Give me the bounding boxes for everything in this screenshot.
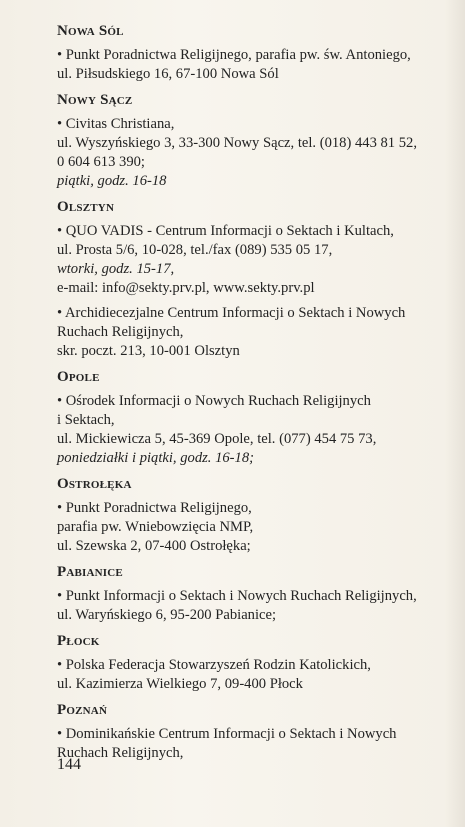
address-line: • Punkt Poradnictwa Religijnego, [57, 500, 252, 516]
city-section [57, 198, 449, 361]
address-line: • Civitas Christiana, [57, 116, 175, 132]
city-section [57, 22, 449, 84]
city-heading: Płock [57, 633, 100, 649]
city-section [57, 701, 449, 763]
city-section [57, 563, 449, 625]
city-heading: Nowa Sól [57, 23, 124, 39]
address-line: • Dominikańskie Centrum Informacji o Sektach i Nowych [57, 726, 397, 742]
city-section [57, 368, 449, 468]
city-heading: Nowy Sącz [57, 92, 133, 108]
address-line: 0 604 613 390; [57, 154, 145, 170]
address-line: • QUO VADIS - Centrum Informacji o Sektach i Kultach, [57, 223, 394, 239]
address-line: • Punkt Poradnictwa Religijnego, parafia pw. św. Antoniego, [57, 47, 411, 63]
address-line: ul. Kazimierza Wielkiego 7, 09-400 Płock [57, 676, 303, 692]
hours-line: wtorki, godz. 15-17, [57, 261, 175, 277]
organization-entry [57, 304, 449, 361]
organization-entry [57, 499, 449, 556]
address-line: Ruchach Religijnych, [57, 324, 184, 340]
organization-entry [57, 725, 449, 763]
address-line: ul. Prosta 5/6, 10-028, tel./fax (089) 535 05 17, [57, 242, 333, 258]
address-line: e-mail: info@sekty.prv.pl, www.sekty.prv.pl [57, 280, 315, 296]
address-line: ul. Szewska 2, 07-400 Ostrołęka; [57, 538, 251, 554]
address-line: ul. Mickiewicza 5, 45-369 Opole, tel. (077) 454 75 73, [57, 431, 377, 447]
city-heading: Ostrołęka [57, 476, 132, 492]
city-section [57, 632, 449, 694]
city-section [57, 91, 449, 191]
city-heading: Pabianice [57, 564, 123, 580]
organization-entry [57, 115, 449, 191]
address-line: ul. Wyszyńskiego 3, 33-300 Nowy Sącz, tel. (018) 443 81 52, [57, 135, 417, 151]
page-number: 144 [57, 756, 81, 773]
organization-entry [57, 656, 449, 694]
organization-entry [57, 587, 449, 625]
address-line: i Sektach, [57, 412, 115, 428]
address-line: ul. Piłsudskiego 16, 67-100 Nowa Sól [57, 66, 279, 82]
city-heading: Opole [57, 369, 100, 385]
address-line: • Polska Federacja Stowarzyszeń Rodzin Katolickich, [57, 657, 371, 673]
directory-listing [57, 22, 449, 770]
address-line: parafia pw. Wniebowzięcia NMP, [57, 519, 254, 535]
address-line: ul. Waryńskiego 6, 95-200 Pabianice; [57, 607, 277, 623]
organization-entry [57, 392, 449, 468]
organization-entry [57, 46, 449, 84]
city-section [57, 475, 449, 556]
hours-line: piątki, godz. 16-18 [57, 173, 167, 189]
address-line: • Ośrodek Informacji o Nowych Ruchach Religijnych [57, 393, 371, 409]
hours-line: poniedziałki i piątki, godz. 16-18; [57, 450, 254, 466]
address-line: • Punkt Informacji o Sektach i Nowych Ruchach Religijnych, [57, 588, 417, 604]
city-heading: Poznań [57, 702, 108, 718]
city-heading: Olsztyn [57, 199, 115, 215]
organization-entry [57, 222, 449, 298]
address-line: Ruchach Religijnych, [57, 745, 184, 761]
address-line: • Archidiecezjalne Centrum Informacji o Sektach i Nowych [57, 305, 406, 321]
address-line: skr. poczt. 213, 10-001 Olsztyn [57, 343, 240, 359]
